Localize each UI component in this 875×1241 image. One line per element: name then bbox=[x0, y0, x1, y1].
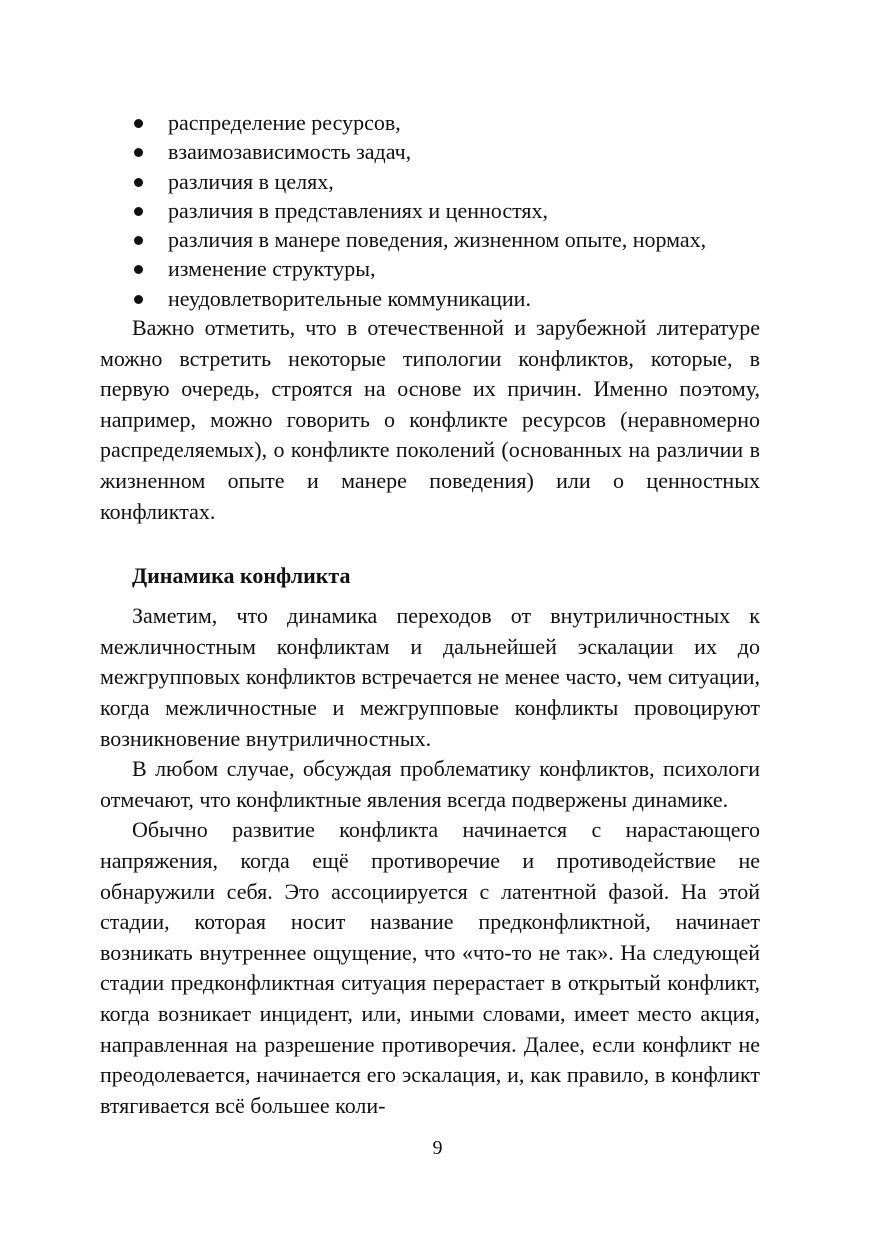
list-item: различия в целях, bbox=[100, 167, 760, 196]
list-item: неудовлетворительные коммуникации. bbox=[100, 284, 760, 313]
bullet-icon bbox=[134, 295, 143, 304]
list-item: различия в манере поведения, жизненном опыте, нормах, bbox=[100, 225, 760, 254]
list-item: различия в представлениях и ценностях, bbox=[100, 196, 760, 225]
page-number: 9 bbox=[432, 1137, 443, 1159]
list-item: изменение структуры, bbox=[100, 254, 760, 283]
bullet-icon bbox=[134, 178, 143, 187]
bullet-icon bbox=[134, 236, 143, 245]
paragraph-conflict-stages: Обычно развитие конфликта начинается с нарастающего напряжения, когда ещё противоречие и противодействие не обнаружили себя. Это ассоциируется с латентной фазой. На этой стадии, которая носит название предконфликтной, начинает возникать внутреннее ощущение, что «что-то не так». На следующей стадии предконфликтная ситуация перерастает в открытый конфликт, когда возникает инцидент, или, иными словами, имеет место акция, направленная на разрешение противоречия. Далее, если конфликт не преодолевается, начинается его эскалация, и, как правило, в конфликт втягивается всё большее коли- bbox=[100, 817, 760, 1118]
list-item: взаимозависимость задач, bbox=[100, 137, 760, 166]
paragraph-dynamics-transitions: Заметим, что динамика переходов от внутриличностных к межличностным конфликтам и дальнейшей эскалации их до межгрупповых конфликтов встречается не менее часто, чем ситуации, когда межличностные и межгрупповые конфликты провоцируют возникновение внутриличностных. bbox=[100, 603, 760, 751]
paragraph-dynamics-general: В любом случае, обсуждая проблематику конфликтов, психологи отмечают, что конфликтные явления всегда подвержены динамике. bbox=[100, 756, 760, 812]
bullet-icon bbox=[134, 119, 143, 128]
bullet-icon bbox=[134, 148, 143, 157]
page-body bbox=[100, 108, 760, 1121]
list-item: распределение ресурсов, bbox=[100, 108, 760, 137]
section-heading: Динамика конфликта bbox=[132, 563, 351, 589]
bullet-icon bbox=[134, 265, 143, 274]
conflict-causes-list bbox=[100, 108, 760, 313]
bullet-icon bbox=[134, 207, 143, 216]
paragraph-typologies: Важно отметить, что в отечественной и зарубежной литературе можно встретить некоторые типологии конфликтов, которые, в первую очередь, строятся на основе их причин. Именно поэтому, например, можно говорить о конфликте ресурсов (неравномерно распределяемых), о конфликте поколений (основанных на различии в жизненном опыте и манере поведения) или о ценностных конфликтах. bbox=[100, 315, 760, 524]
